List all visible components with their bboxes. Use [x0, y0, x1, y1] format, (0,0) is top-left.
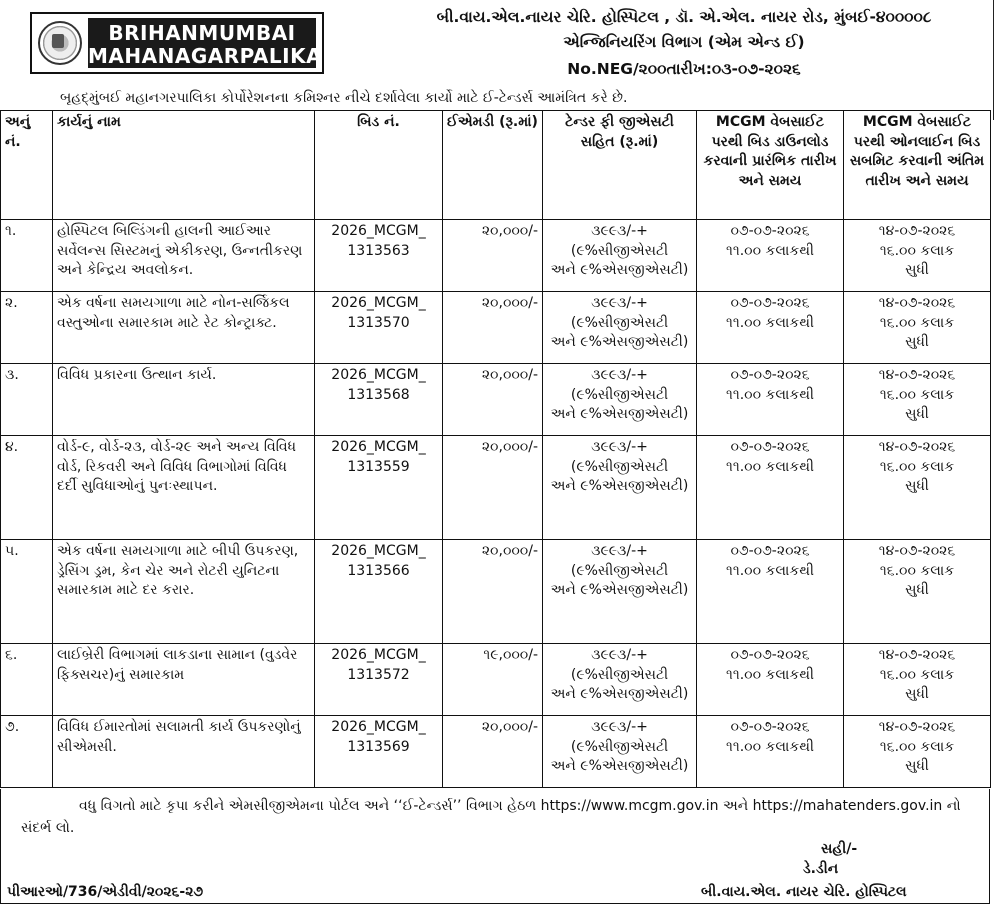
- cell-fee-line: ૩૯૯૩/-+: [591, 543, 648, 559]
- cell-start-date: [697, 292, 844, 364]
- cell-fee-line: (૯%સીજીએસટી: [570, 242, 669, 259]
- cell-work-name-line: વોર્ડ-૯, વોર્ડ-૨૩, વોર્ડ-૨૯ અને અન્ય વિવિધ વોર્ડ, રિકવરી અને વિવિધ વિભાગોમાં વિવિધ દર્દી સુવિધાઓનું પુનઃસ્થાપન.: [57, 439, 296, 494]
- cell-bid-no-line: 2026_MCGM_: [331, 719, 426, 735]
- cell-start-date: [697, 540, 844, 644]
- cell-fee: [543, 220, 697, 292]
- cell-fee-line: ૩૯૯૩/-+: [591, 439, 648, 455]
- cell-end-date-line: ૧૪-૦૭-૨૦૨૬: [878, 295, 956, 311]
- cell-fee-line: અને ૯%એસજીએસટી): [550, 686, 689, 702]
- cell-end-date-line: ૧૬.૦૦ કલાક: [879, 458, 955, 475]
- brand-line-1: BRIHANMUMBAI: [108, 21, 296, 45]
- table-row: [1, 436, 991, 540]
- cell-sr-line: ૫.: [5, 543, 19, 559]
- cell-bid-no: [315, 364, 443, 436]
- cell-bid-no-line: 2026_MCGM_: [331, 543, 426, 559]
- cell-work-name-line: એક વર્ષના સમયગાળા માટે નોન-સર્જિકલ વસ્તુઓના સમારકામ માટે રેટ કોન્ટ્રાક્ટ.: [57, 295, 290, 331]
- cell-bid-no: [315, 644, 443, 716]
- cell-sr: [1, 220, 53, 292]
- cell-start-date: [697, 436, 844, 540]
- cell-work-name: [53, 436, 315, 540]
- table-row: [1, 540, 991, 644]
- cell-bid-no-line: 2026_MCGM_: [331, 647, 426, 663]
- cell-end-date-line: સુધી: [905, 582, 929, 598]
- pro-reference: પીઆરઓ/736/એડીવી/૨૦૨૬-૨૭: [7, 884, 204, 900]
- col-header-start: MCGM વેબસાઈટ પરથી બિડ ડાઉનલોડ કરવાની પ્રારંભિક તારીખ અને સમય: [697, 111, 844, 220]
- table-row: [1, 716, 991, 788]
- page-edge-rule: [993, 0, 994, 120]
- cell-end-date-line: ૧૬.૦૦ કલાક: [879, 386, 955, 403]
- cell-start-date-line: ૦૭-૦૭-૨૦૨૬: [730, 295, 810, 311]
- cell-sr-line: ૬.: [5, 647, 18, 663]
- cell-fee-line: ૩૯૯૩/-+: [591, 719, 648, 735]
- cell-sr: [1, 364, 53, 436]
- cell-work-name: [53, 364, 315, 436]
- col-header-end: MCGM વેબસાઈટ પરથી ઓનલાઈન બિડ સબમિટ કરવાની અંતિમ તારીખ અને સમય: [844, 111, 991, 220]
- cell-sr-line: ૨.: [5, 295, 18, 311]
- table-row: [1, 292, 991, 364]
- cell-fee-line: (૯%સીજીએસટી: [570, 666, 669, 683]
- department-name: એન્જિનિયરિંગ વિભાગ (એમ એન્ડ ઈ): [563, 33, 805, 51]
- cell-end-date-line: ૧૪-૦૭-૨૦૨૬: [878, 543, 956, 559]
- cell-fee-line: ૩૯૯૩/-+: [591, 367, 648, 383]
- cell-bid-no-line: 1313570: [347, 314, 410, 331]
- cell-bid-no-line: 1313569: [347, 738, 410, 755]
- cell-fee-line: (૯%સીજીએસટી: [570, 562, 669, 579]
- cell-emd: [443, 220, 543, 292]
- cell-fee-line: અને ૯%એસજીએસટી): [550, 406, 689, 422]
- cell-bid-no-line: 2026_MCGM_: [331, 439, 426, 455]
- cell-bid-no-line: 1313566: [347, 562, 410, 579]
- cell-sr-line: ૪.: [5, 439, 19, 455]
- cell-fee-line: ૩૯૯૩/-+: [591, 223, 648, 239]
- cell-end-date: [844, 644, 991, 716]
- cell-emd: [443, 644, 543, 716]
- cell-bid-no-line: 2026_MCGM_: [331, 295, 426, 311]
- cell-emd-line: ૨૦,૦૦૦/-: [481, 439, 538, 455]
- cell-emd-line: ૨૦,૦૦૦/-: [481, 295, 538, 311]
- cell-emd: [443, 436, 543, 540]
- cell-fee-line: (૯%સીજીએસટી: [570, 386, 669, 403]
- cell-sr: [1, 540, 53, 644]
- cell-end-date-line: ૧૪-૦૭-૨૦૨૬: [878, 367, 956, 383]
- cell-sr: [1, 436, 53, 540]
- cell-fee: [543, 436, 697, 540]
- cell-emd: [443, 364, 543, 436]
- cell-fee: [543, 364, 697, 436]
- col-header-emd: ઈએમડી (રૂ.માં): [443, 111, 543, 220]
- cell-emd-line: ૨૦,૦૦૦/-: [481, 223, 538, 239]
- cell-fee-line: ૩૯૯૩/-+: [591, 647, 648, 663]
- brand-line-2: MAHANAGARPALIKA: [88, 44, 323, 68]
- cell-start-date-line: ૧૧.૦૦ કલાકથી: [725, 666, 814, 683]
- cell-emd: [443, 540, 543, 644]
- cell-start-date-line: ૦૭-૦૭-૨૦૨૬: [730, 223, 810, 239]
- cell-start-date: [697, 364, 844, 436]
- cell-work-name-line: વિવિધ ઈમારતોમાં સલામતી કાર્ય ઉપકરણોનું સીએમસી.: [57, 719, 301, 755]
- cell-end-date: [844, 540, 991, 644]
- cell-bid-no-line: 2026_MCGM_: [331, 223, 426, 239]
- cell-end-date-line: સુધી: [905, 758, 929, 774]
- cell-work-name: [53, 292, 315, 364]
- cell-end-date-line: ૧૪-૦૭-૨૦૨૬: [878, 719, 956, 735]
- cell-start-date-line: ૧૧.૦૦ કલાકથી: [725, 242, 814, 259]
- cell-start-date-line: ૦૭-૦૭-૨૦૨૬: [730, 439, 810, 455]
- cell-start-date-line: ૦૭-૦૭-૨૦૨૬: [730, 647, 810, 663]
- cell-start-date: [697, 716, 844, 788]
- cell-sr: [1, 716, 53, 788]
- col-header-bid: બિડ નં.: [315, 111, 443, 220]
- cell-sr: [1, 644, 53, 716]
- signatory-office: બી.વાય.એલ. નાયર ચેરિ. હોસ્પિટલ: [701, 884, 907, 900]
- col-header-fee: ટેન્ડર ફી જીએસટી સહિત (રૂ.માં): [543, 111, 697, 220]
- cell-emd: [443, 716, 543, 788]
- table-row: [1, 220, 991, 292]
- cell-start-date-line: ૧૧.૦૦ કલાકથી: [725, 458, 814, 475]
- cell-start-date-line: ૦૭-૦૭-૨૦૨૬: [730, 367, 810, 383]
- cell-start-date-line: ૦૭-૦૭-૨૦૨૬: [730, 719, 810, 735]
- cell-bid-no: [315, 220, 443, 292]
- cell-emd-line: ૨૦,૦૦૦/-: [481, 719, 538, 735]
- cell-fee: [543, 292, 697, 364]
- cell-sr-line: ૧.: [5, 223, 17, 239]
- cell-start-date: [697, 644, 844, 716]
- mcgm-seal-icon: [38, 21, 82, 65]
- cell-end-date: [844, 292, 991, 364]
- cell-fee: [543, 540, 697, 644]
- cell-end-date-line: ૧૪-૦૭-૨૦૨૬: [878, 439, 956, 455]
- cell-start-date: [697, 220, 844, 292]
- cell-work-name: [53, 220, 315, 292]
- cell-start-date-line: ૧૧.૦૦ કલાકથી: [725, 562, 814, 579]
- cell-fee-line: અને ૯%એસજીએસટી): [550, 334, 689, 350]
- intro-text: બૃહદ્‌મુંબઈ મહાનગરપાલિકા કોર્પોરેશનના કમિશ્નર નીચે દર્શાવેલા કાર્યો માટે ઈ-ટેન્ડર્સ આમંત્રિત કરે છે.: [60, 90, 628, 106]
- reference-number: No.NEG/૨૦૦તારીખ:૦૩-૦૭-૨૦૨૬: [567, 60, 801, 78]
- cell-bid-no: [315, 436, 443, 540]
- cell-end-date: [844, 220, 991, 292]
- footer-box: [0, 789, 990, 904]
- cell-end-date-line: સુધી: [905, 406, 929, 422]
- cell-bid-no: [315, 716, 443, 788]
- cell-start-date-line: ૧૧.૦૦ કલાકથી: [725, 314, 814, 331]
- cell-sr-line: ૭.: [5, 719, 20, 735]
- cell-end-date-line: ૧૬.૦૦ કલાક: [879, 314, 955, 331]
- cell-work-name-line: લાઈબ્રેરી વિભાગમાં લાકડાના સામાન (વુડવેર ફિક્સચર)નું સમારકામ: [57, 647, 298, 683]
- cell-end-date-line: ૧૪-૦૭-૨૦૨૬: [878, 223, 956, 239]
- cell-bid-no: [315, 292, 443, 364]
- cell-work-name: [53, 540, 315, 644]
- cell-fee: [543, 644, 697, 716]
- cell-end-date-line: ૧૬.૦૦ કલાક: [879, 562, 955, 579]
- cell-end-date-line: સુધી: [905, 478, 929, 494]
- cell-work-name-line: એક વર્ષના સમયગાળા માટે બીપી ઉપકરણ, ડ્રેસિંગ ડ્રમ, કેન ચેર અને રોટરી યુનિટના સમારકામ માટે દર કરાર.: [57, 543, 299, 598]
- notice-header: [22, 4, 990, 82]
- footer-note: વધુ વિગતો માટે કૃપા કરીને એમસીજીએમના પોર્ટલ અને ‘‘ઈ-ટેન્ડર્સ’’ વિભાગ હેઠળ https://www.mcgm.gov.in અને https://mahatenders.gov.in નો સંદર્ભ લો.: [21, 798, 961, 836]
- cell-work-name: [53, 716, 315, 788]
- cell-emd: [443, 292, 543, 364]
- cell-start-date-line: ૧૧.૦૦ કલાકથી: [725, 738, 814, 755]
- cell-bid-no-line: 1313559: [347, 458, 410, 475]
- cell-sr-line: ૩.: [5, 367, 19, 383]
- cell-work-name-line: વિવિધ પ્રકારના ઉત્થાન કાર્ય.: [57, 367, 217, 383]
- cell-bid-no-line: 2026_MCGM_: [331, 367, 426, 383]
- cell-end-date: [844, 716, 991, 788]
- cell-emd-line: ૨૦,૦૦૦/-: [481, 543, 538, 559]
- tender-table: [0, 110, 991, 788]
- table-row: [1, 644, 991, 716]
- cell-end-date-line: ૧૪-૦૭-૨૦૨૬: [878, 647, 956, 663]
- cell-bid-no-line: 1313572: [347, 666, 410, 683]
- cell-fee-line: અને ૯%એસજીએસટી): [550, 262, 689, 278]
- cell-end-date-line: સુધી: [905, 334, 929, 350]
- cell-end-date-line: ૧૬.૦૦ કલાક: [879, 242, 955, 259]
- signature-mark: સહી/-: [821, 841, 858, 857]
- cell-start-date-line: ૦૭-૦૭-૨૦૨૬: [730, 543, 810, 559]
- cell-work-name-line: હોસ્પિટલ બિલ્ડિંગની હાલની આઈઆર સર્વેલન્સ સિસ્ટમનું એકીકરણ, ઉન્નતીકરણ અને કેન્દ્રિય અવલોકન.: [57, 223, 303, 278]
- cell-bid-no: [315, 540, 443, 644]
- mcgm-logo: [30, 12, 324, 74]
- cell-end-date: [844, 436, 991, 540]
- cell-bid-no-line: 1313568: [347, 386, 410, 403]
- cell-emd-line: ૧૯,૦૦૦/-: [483, 647, 538, 663]
- cell-end-date-line: સુધી: [905, 262, 929, 278]
- hospital-address: બી.વાય.એલ.નાયર ચેરિ. હોસ્પિટલ , ડૉ. એ.એલ. નાયર રોડ, મુંબઈ-૪૦૦૦૦૮: [436, 8, 932, 26]
- cell-fee-line: અને ૯%એસજીએસટી): [550, 582, 689, 598]
- tender-rows: [1, 220, 991, 788]
- cell-fee-line: (૯%સીજીએસટી: [570, 314, 669, 331]
- col-header-sr: અનું નં.: [1, 111, 53, 220]
- cell-fee-line: (૯%સીજીએસટી: [570, 738, 669, 755]
- cell-end-date-line: ૧૬.૦૦ કલાક: [879, 666, 955, 683]
- cell-fee-line: અને ૯%એસજીએસટી): [550, 478, 689, 494]
- cell-start-date-line: ૧૧.૦૦ કલાકથી: [725, 386, 814, 403]
- cell-fee-line: ૩૯૯૩/-+: [591, 295, 648, 311]
- cell-end-date: [844, 364, 991, 436]
- cell-end-date-line: સુધી: [905, 686, 929, 702]
- brand-band: [88, 18, 323, 68]
- table-header-row: [1, 111, 991, 220]
- cell-emd-line: ૨૦,૦૦૦/-: [481, 367, 538, 383]
- cell-end-date-line: ૧૬.૦૦ કલાક: [879, 738, 955, 755]
- cell-fee-line: અને ૯%એસજીએસટી): [550, 758, 689, 774]
- col-header-name: કાર્યનું નામ: [53, 111, 315, 220]
- table-row: [1, 364, 991, 436]
- cell-fee-line: (૯%સીજીએસટી: [570, 458, 669, 475]
- cell-bid-no-line: 1313563: [347, 242, 410, 259]
- cell-sr: [1, 292, 53, 364]
- cell-work-name: [53, 644, 315, 716]
- cell-fee: [543, 716, 697, 788]
- signatory-title: ડે.ડીન: [803, 861, 839, 877]
